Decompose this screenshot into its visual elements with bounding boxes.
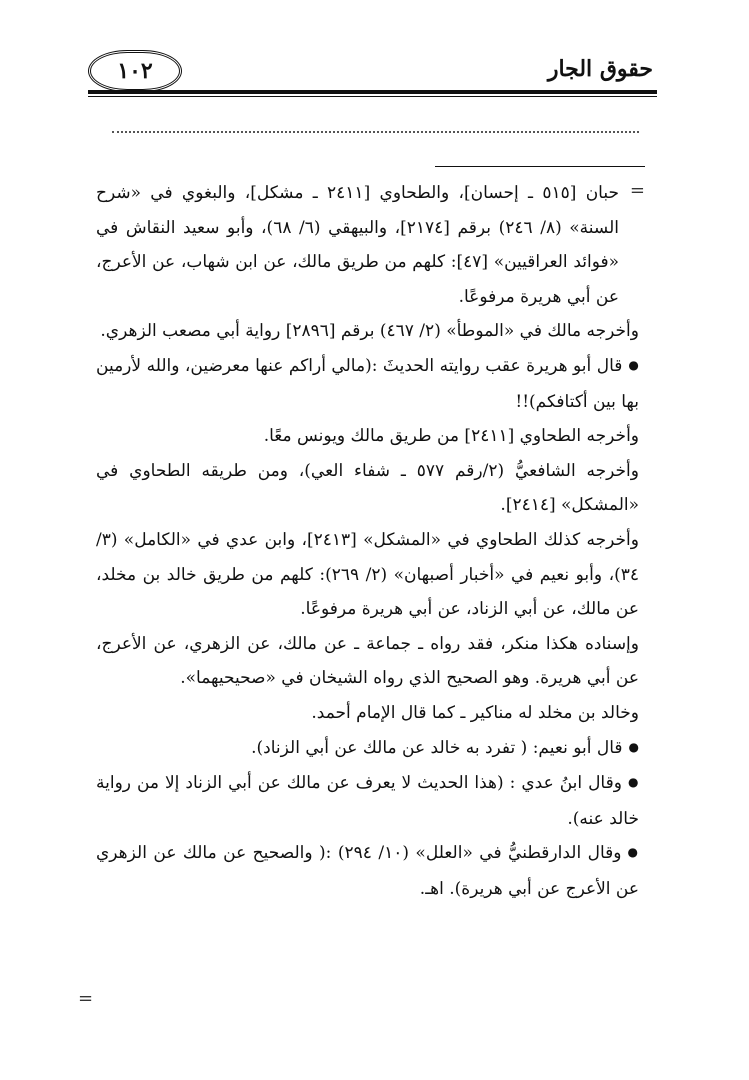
running-title: حقوق الجار — [547, 56, 653, 82]
continuation-mark-top: = — [629, 180, 645, 201]
paragraph: وأخرجه كذلك الطحاوي في «المشكل» [٢٤١٣]، وابن عدي في «الكامل» (٣/ ٣٤)، وأبو نعيم في «أخبار أصبهان» (٢/ ٢٦٩): كلهم من طريق خالد بن مخلد، عن مالك، عن أبي الزناد، عن أبي هريرة مرفوعًا. — [96, 529, 639, 620]
paragraph: وأخرجه الطحاوي [٢٤١١] من طريق مالك ويونس معًا. — [263, 426, 639, 447]
continuation-mark-bottom: = — [78, 988, 94, 1009]
bullet-paragraph: ● وقال ابنُ عدي : (هذا الحديث لا يعرف عن مالك عن أبي الزناد إلا من رواية خالد عنه). — [96, 766, 639, 836]
paragraph: وإسناده هكذا منكر، فقد رواه ـ جماعة ـ عن مالك، عن الزهري، عن الأعرج، عن أبي هريرة. وهو الصحيح الذي رواه الشيخان في «صحيحيهما». — [96, 633, 639, 689]
page-number-badge: ١٠٢ — [88, 50, 182, 92]
header-rule-thin — [88, 96, 657, 97]
dotted-separator — [112, 131, 639, 133]
bullet-paragraph: ● وقال الدارقطنيُّ في «العلل» (١٠/ ٢٩٤) :( والصحيح عن مالك عن الزهري عن الأعرج عن أبي هريرة). اهـ. — [96, 836, 639, 906]
footnote-text — [96, 176, 639, 906]
paragraph: وأخرجه مالك في «الموطأ» (٢/ ٤٦٧) برقم [٢٨٩٦] رواية أبي مصعب الزهري. — [100, 321, 639, 342]
header-rule — [88, 90, 657, 94]
paragraph: حبان [٥١٥ ـ إحسان]، والطحاوي [٢٤١١ ـ مشكل]، والبغوي في «شرح السنة» (٨/ ٢٤٦) برقم [٢١٧٤]، والبيهقي (٦/ ٦٨)، وأبو سعيد النقاش في «فوائد العراقيين» [٤٧]: كلهم من طريق مالك، عن ابن شهاب، عن الأعرج، عن أبي هريرة مرفوعًا. — [96, 183, 620, 307]
page-header — [88, 48, 657, 96]
paragraph: وخالد بن مخلد له مناكير ـ كما قال الإمام أحمد. — [311, 702, 639, 723]
bullet-paragraph: ● قال أبو نعيم: ( تفرد به خالد عن مالك عن أبي الزناد). — [96, 731, 639, 767]
paragraph: وأخرجه الشافعيُّ (٢/رقم ٥٧٧ ـ شفاء العي)، ومن طريقه الطحاوي في «المشكل» [٢٤١٤]. — [96, 460, 639, 516]
bullet-paragraph: ● قال أبو هريرة عقب روايته الحديثَ :(مالي أراكم عنها معرضين، والله لأرمين بها بين أكتافكم)!! — [96, 349, 639, 419]
footnote-rule — [435, 166, 645, 167]
